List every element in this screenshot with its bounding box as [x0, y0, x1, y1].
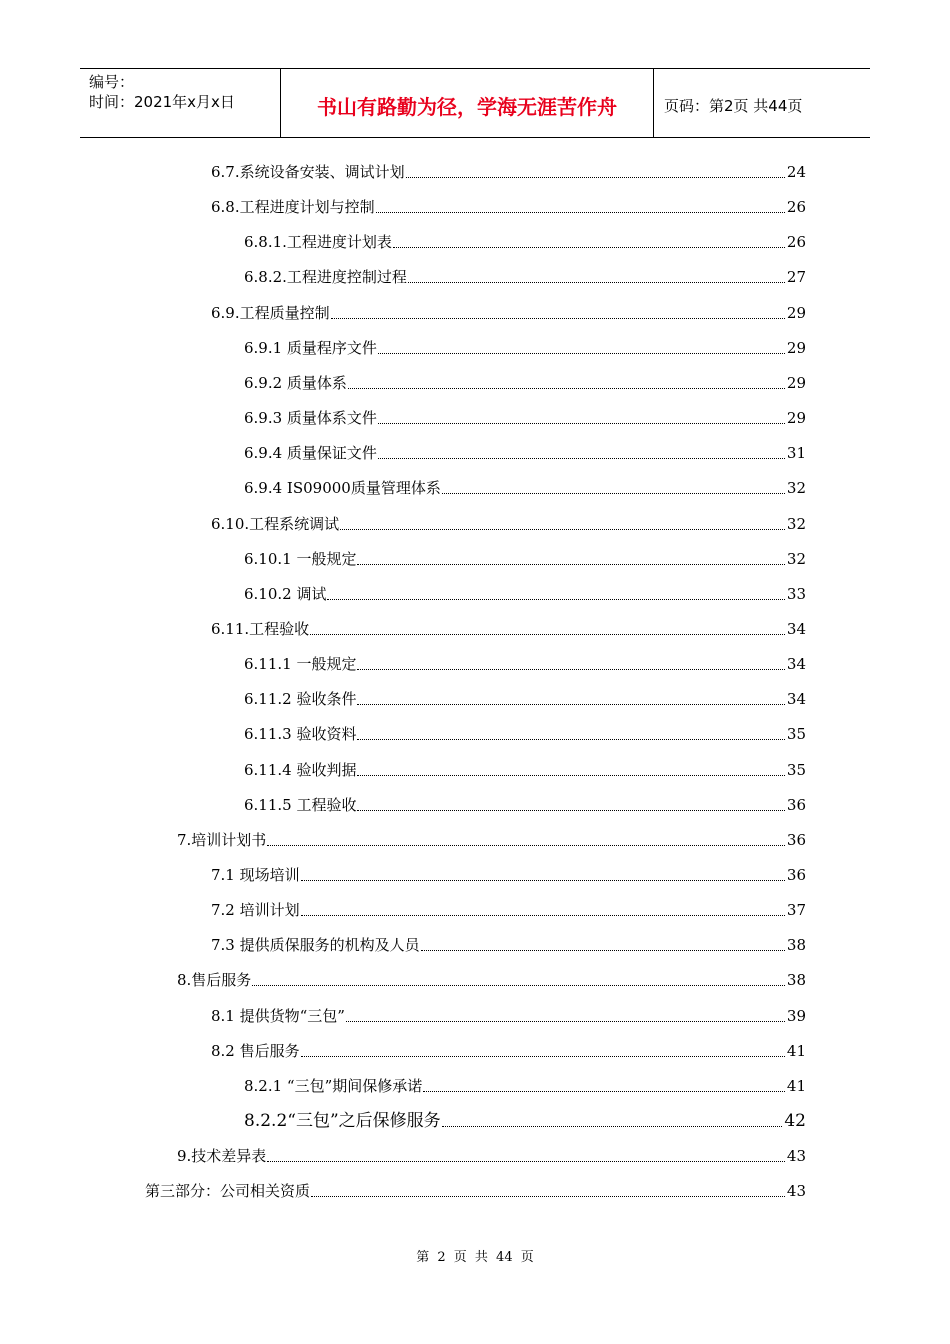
toc-entry[interactable] — [244, 439, 806, 463]
toc-entry-page: 26 — [786, 198, 806, 217]
toc-leader-dots — [310, 633, 785, 635]
document-time: 时间：2021年x月x日 — [89, 93, 235, 111]
toc-entry-title: 6.8.1.工程进度计划表 — [244, 233, 392, 252]
toc-entry-page: 36 — [786, 830, 806, 849]
toc-entry[interactable] — [244, 263, 806, 287]
toc-leader-dots — [393, 246, 785, 248]
toc-leader-dots — [346, 1020, 785, 1022]
toc-entry[interactable] — [244, 369, 806, 393]
toc-leader-dots — [378, 422, 785, 424]
toc-entry-title: 7.培训计划书 — [177, 830, 267, 849]
toc-entry-title: 8.2 售后服务 — [211, 1041, 300, 1060]
toc-entry-title: 6.9.1 质量程序文件 — [244, 338, 377, 357]
toc-entry-title: 6.9.4 质量保证文件 — [244, 444, 377, 463]
toc-entry-title: 6.11.3 验收资料 — [244, 725, 357, 744]
toc-leader-dots — [348, 387, 785, 389]
toc-leader-dots — [378, 352, 785, 354]
toc-entry-page: 36 — [786, 795, 806, 814]
toc-entry[interactable] — [211, 1002, 806, 1026]
toc-entry[interactable] — [211, 615, 806, 639]
toc-entry-page: 29 — [786, 338, 806, 357]
toc-leader-dots — [357, 809, 784, 811]
toc-entry[interactable] — [211, 510, 806, 534]
toc-entry-page: 29 — [786, 409, 806, 428]
toc-entry-title: 9.技术差异表 — [177, 1147, 267, 1166]
toc-entry-title: 6.9.2 质量体系 — [244, 373, 347, 392]
toc-entry[interactable] — [177, 826, 806, 850]
toc-entry-page: 32 — [786, 479, 806, 498]
toc-entry-page: 34 — [786, 619, 806, 638]
toc-entry-title: 7.1 现场培训 — [211, 866, 300, 884]
toc-leader-dots — [423, 1090, 785, 1092]
toc-entry-title: 6.11.5 工程验收 — [244, 795, 357, 814]
toc-entry[interactable] — [244, 1107, 806, 1131]
toc-leader-dots — [406, 176, 785, 178]
toc-entry-page: 43 — [786, 1182, 806, 1201]
toc-entry[interactable] — [244, 685, 806, 709]
toc-entry[interactable] — [145, 1177, 806, 1201]
toc-entry[interactable] — [177, 1142, 806, 1166]
toc-entry[interactable] — [211, 896, 806, 920]
toc-entry[interactable] — [244, 791, 806, 815]
toc-entry-page: 43 — [786, 1147, 806, 1166]
toc-entry-page: 32 — [786, 514, 806, 533]
toc-entry-title: 6.11.2 验收条件 — [244, 690, 357, 709]
toc-entry-page: 41 — [786, 1041, 806, 1060]
toc-entry-page: 34 — [786, 655, 806, 674]
toc-entry-title: 6.11.4 验收判据 — [244, 760, 357, 779]
toc-entry-page: 38 — [786, 971, 806, 990]
toc-entry[interactable] — [244, 650, 806, 674]
toc-entry-title: 8.售后服务 — [177, 971, 252, 990]
header-motto: 书山有路勤为径，学海无涯苦作舟 — [281, 69, 654, 137]
toc-entry[interactable] — [211, 299, 806, 323]
page-footer: 第 2 页 共 44 页 — [416, 1250, 534, 1265]
toc-entry-title: 7.3 提供质保服务的机构及人员 — [211, 936, 420, 955]
toc-entry[interactable] — [177, 966, 806, 990]
header-meta — [80, 69, 281, 137]
toc-entry[interactable] — [244, 404, 806, 428]
toc-entry-page: 36 — [786, 866, 806, 884]
toc-entry-page: 29 — [786, 373, 806, 392]
toc-entry[interactable] — [244, 580, 806, 604]
toc-entry-page: 41 — [786, 1076, 806, 1095]
toc-entry-title: 第三部分：公司相关资质 — [145, 1182, 311, 1201]
toc-entry[interactable] — [244, 1072, 806, 1096]
toc-entry[interactable] — [244, 334, 806, 358]
toc-entry-title: 8.1 提供货物“三包” — [211, 1006, 345, 1025]
toc-leader-dots — [301, 879, 785, 881]
toc-leader-dots — [301, 914, 785, 916]
toc-entry[interactable] — [244, 474, 806, 498]
toc-entry[interactable] — [244, 720, 806, 744]
toc-entry-title: 6.10.工程系统调试 — [211, 514, 340, 533]
toc-entry[interactable] — [244, 545, 806, 569]
toc-entry-title: 8.2.1 “三包”期间保修承诺 — [244, 1076, 423, 1095]
toc-leader-dots — [357, 668, 784, 670]
toc-leader-dots — [267, 844, 785, 846]
toc-entry-title: 6.7.系统设备安装、调试计划 — [211, 163, 405, 181]
toc-entry-title: 6.9.3 质量体系文件 — [244, 409, 377, 428]
toc-entry-page: 29 — [786, 303, 806, 322]
toc-entry-page: 37 — [786, 901, 806, 920]
toc-entry[interactable] — [211, 193, 806, 217]
toc-leader-dots — [301, 1055, 785, 1057]
toc-entry-title: 6.9.工程质量控制 — [211, 303, 330, 322]
toc-entry-title: 6.8.2.工程进度控制过程 — [244, 268, 407, 287]
toc-entry-page: 38 — [786, 936, 806, 955]
toc-entry-title: 6.10.2 调试 — [244, 584, 327, 603]
toc-entry-title: 6.11.工程验收 — [211, 619, 310, 638]
toc-leader-dots — [327, 598, 784, 600]
toc-entry-page: 39 — [786, 1006, 806, 1025]
toc-entry-page: 35 — [786, 725, 806, 744]
toc-entry[interactable] — [211, 158, 806, 182]
toc-entry-page: 42 — [784, 1111, 806, 1132]
toc-entry-page: 34 — [786, 690, 806, 709]
toc-entry[interactable] — [211, 1037, 806, 1061]
toc-entry-page: 33 — [786, 584, 806, 603]
toc-leader-dots — [357, 563, 784, 565]
toc-entry-page: 35 — [786, 760, 806, 779]
toc-entry-page: 27 — [786, 268, 806, 287]
toc-entry-page: 26 — [786, 233, 806, 252]
toc-leader-dots — [331, 317, 785, 319]
toc-entry-page: 32 — [786, 549, 806, 568]
toc-leader-dots — [442, 492, 785, 494]
toc-leader-dots — [252, 984, 785, 986]
toc-leader-dots — [421, 949, 785, 951]
page-header — [80, 68, 870, 138]
header-page-info: 页码：第2页 共44页 — [664, 96, 803, 115]
toc-leader-dots — [267, 1160, 785, 1162]
toc-entry-page: 24 — [786, 163, 806, 181]
toc-leader-dots — [311, 1195, 785, 1197]
toc-entry[interactable] — [244, 756, 806, 780]
toc-entry-title: 6.10.1 一般规定 — [244, 549, 357, 568]
toc-leader-dots — [376, 211, 785, 213]
toc-entry-title: 6.11.1 一般规定 — [244, 655, 357, 674]
toc-entry-title: 7.2 培训计划 — [211, 901, 300, 920]
toc-leader-dots — [378, 457, 785, 459]
toc-entry[interactable] — [244, 228, 806, 252]
toc-entry-title: 6.9.4 IS09000质量管理体系 — [244, 479, 441, 498]
document-number-label: 编号： — [89, 73, 135, 91]
toc-entry[interactable] — [211, 861, 806, 885]
toc-leader-dots — [357, 774, 784, 776]
toc-leader-dots — [442, 1125, 783, 1127]
toc-leader-dots — [357, 738, 784, 740]
toc-entry-page: 31 — [786, 444, 806, 463]
toc-entry-title: 6.8.工程进度计划与控制 — [211, 198, 375, 217]
toc-entry[interactable] — [211, 931, 806, 955]
toc-leader-dots — [340, 528, 785, 530]
toc-leader-dots — [408, 281, 785, 283]
toc-entry-title: 8.2.2“三包”之后保修服务 — [244, 1111, 441, 1132]
toc-leader-dots — [357, 703, 784, 705]
